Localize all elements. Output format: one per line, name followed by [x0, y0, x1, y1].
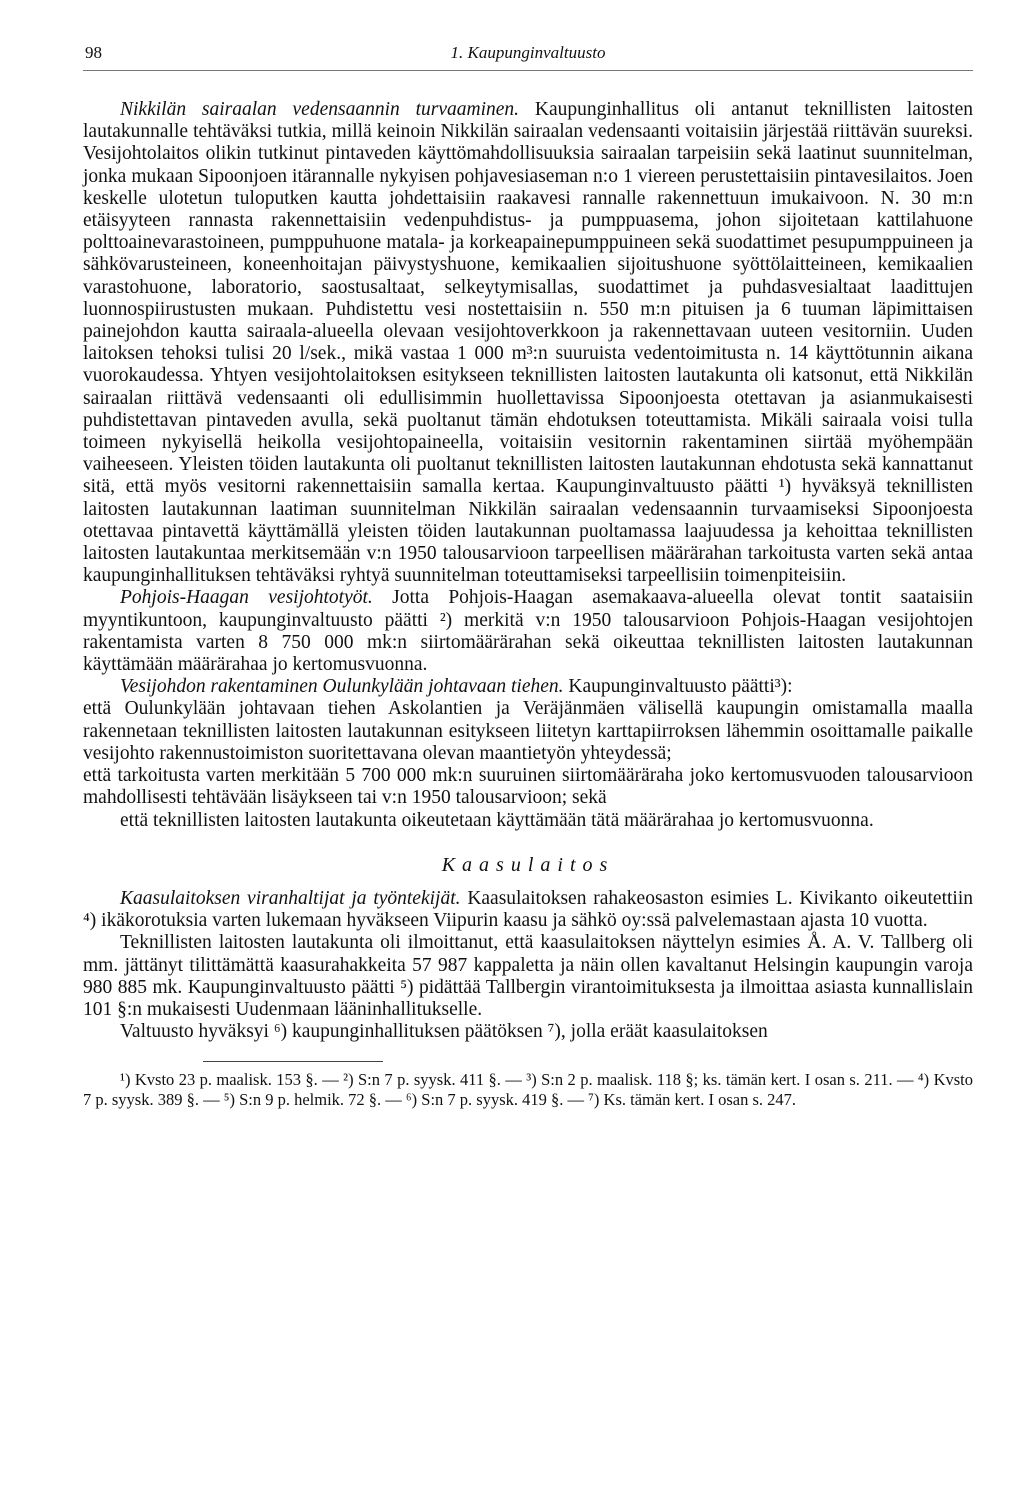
paragraph-heading: Kaasulaitoksen viranhaltijat ja työntekijät.: [120, 887, 461, 909]
body-text: [83, 99, 973, 1043]
page-header: [83, 0, 973, 71]
document-page: [83, 0, 973, 1110]
section-title: Kaasulaitos: [441, 853, 615, 876]
decision-item: että teknillisten laitosten lautakunta oikeutetaan käyttämään tätä määrärahaa jo kertomusvuonna.: [120, 809, 874, 831]
paragraph-heading: Nikkilän sairaalan vedensaannin turvaaminen.: [120, 99, 520, 120]
paragraph-text: Kaupunginhallitus oli antanut teknillisten laitosten lautakunnalle tehtäväksi tutkia, millä keinoin Nikkilän sairaalan vedensaanti voitaisiin järjestää riittävän suureksi. Vesijohtolaitos olikin tutkinut pintaveden käyttömahdollisuuksia sairaalan tarpeisiin sekä laatinut suunnitelman, jonka mukaan Sipoonjoen itärannalle nykyisen pohjavesiaseman n:o 1 viereen perustettaisiin pintavesilaitos. Joen keskelle ulotetun tuloputken kautta johdettaisiin raakavesi rannalle rakennettuun imukaivoon. N. 30 m:n etäisyyteen rannasta rakennettaisiin vedenpuhdistus- ja pumppuasema, johon sijoitetaan kattilahuone polttoainevarastoineen, pumppuhuone matala- ja korkeapainepumppuineen sekä suodattimet pesupumppuineen ja sähkövarusteineen, koneenhoitajan päivystyshuone, kemikaalien sijoitushuone syöttölaitteineen, kemikaalien varastohuone, laboratorio, saostusaltaat, selkeytymisallas, suodattimet ja puhdasvesialtaat laadittujen luonnospiirustusten mukaan. Puhdistettu vesi nostettaisiin n. 550 m:n pituisen ja 6 tuuman läpimittaisen painejohdon kautta sairaala-alueella olevaan vesijohtoverkkoon ja rakennettavaan uuteen vesitorniin. Uuden laitoksen tehoksi tulisi 20 l/sek., mikä vastaa 1 000 m³:n suuruista vedentoimitusta n. 14 käyttötunnin aikana vuorokaudessa. Yhtyen vesijohtolaitoksen esitykseen teknillisten laitosten lautakunta oli katsonut, että Nikkilän sairaalan riittävä vedensaanti oli edullisimmin huollettavissa Sipoonjoesta otettavan ja asianmukaisesti puhdistettavan pintaveden avulla, sekä puoltanut tämän ehdotuksen toteuttamista. Mikäli sairaala voisi tulla toimeen nykyisellä heikolla vesijohtopaineella, voitaisiin vesitornin rakentaminen siirtää myöhempään vaiheeseen. Yleisten töiden lautakunta oli puoltanut teknillisten laitosten lautakunnan ehdotusta sekä kannattanut sitä, että myös vesitorni rakennettaisiin samalla kertaa. Kaupunginvaltuusto päätti ¹) hyväksyä teknillisten laitosten lautakunnan laatiman suunnitelman Nikkilän sairaalan vedensaannin turvaamiseksi Sipoonjoesta otettavaa pintavettä käyttämällä yleisten töiden lautakunnan puoltamassa laajuudessa ja kehoittaa teknillisten laitosten lautakuntaa merkitsemään v:n 1950 talousarvioon tarpeellisen määrärahan tarkoitusta varten sekä antaa kaupunginhallituksen tehtäväksi ryhtyä suunnitelman toteuttamiseksi tarpeellisiin toimenpiteisiin.: [83, 99, 973, 587]
paragraph-heading: Pohjois-Haagan vesijohtotyöt.: [120, 587, 373, 609]
footnotes: [83, 1070, 973, 1110]
paragraph-kaasu-staff: [83, 888, 973, 932]
running-title: 1. Kaupunginvaltuusto: [450, 43, 606, 62]
paragraph-oulunkyla: [83, 676, 973, 698]
paragraph-text: Kaupunginvaltuusto päätti³):: [568, 676, 793, 698]
paragraph-nikkila: [83, 99, 973, 587]
paragraph-text: Kaasulaitoksen rahakeosaston esimies L. Kivikanto oikeutettiin ⁴) ikäkorotuksia varten lukemaan hyväkseen Viipurin kaasu ja sähkö oy:ssä palvelemastaan ajasta 10 vuotta.: [83, 887, 973, 932]
page-number: 98: [85, 43, 102, 62]
decision-item: että Oulunkylään johtavaan tiehen Askolantien ja Veräjänmäen välisellä kaupungin omistamalla maalla rakennetaan teknillisten laitosten lautakunnan esitykseen liitetyn karttapiirroksen lähemmin osoittamalle paikalle vesijohto rakennustoimiston suoritettavana olevan maantietyön yhteydessä;: [83, 698, 973, 764]
decision-item: että tarkoitusta varten merkitään 5 700 000 mk:n suuruinen siirtomääräraha joko kertomusvuoden talousarvioon mahdollisesti tehtävään lisäykseen tai v:n 1950 talousarvioon; sekä: [83, 765, 973, 809]
paragraph-valtuusto: Valtuusto hyväksyi ⁶) kaupunginhallituksen päätöksen ⁷), jolla eräät kaasulaitoksen: [120, 1021, 768, 1043]
paragraph-pohjois-haaga: [83, 587, 973, 676]
footnote-divider: [203, 1061, 383, 1062]
paragraph-heading: Vesijohdon rakentaminen Oulunkylään johtavaan tiehen.: [120, 676, 564, 698]
paragraph-tallberg: Teknillisten laitosten lautakunta oli ilmoittanut, että kaasulaitoksen näyttelyn esimies Å. A. V. Tallberg oli mm. jättänyt tilittämättä kaasurahakkeita 57 987 kappaletta ja näin ollen kavaltanut Helsingin kaupungin varoja 980 885 mk. Kaupunginvaltuusto päätti ⁵) pidättää Tallbergin virantoimituksesta ja ilmoittaa asiasta kunnallislain 101 §:n mukaisesti Uudenmaan lääninhallitukselle.: [83, 932, 973, 1020]
paragraph-text: Jotta Pohjois-Haagan asemakaava-alueella olevat tontit saataisiin myyntikuntoon, kaupunginvaltuusto päätti ²) merkitä v:n 1950 talousarvioon Pohjois-Haagan vesijohtojen rakentamista varten 8 750 000 mk:n siirtomäärärahan sekä oikeuttaa teknillisten laitosten lautakunnan käyttämään määrärahaa jo kertomusvuonna.: [83, 587, 974, 676]
footnote-text: ¹) Kvsto 23 p. maalisk. 153 §. — ²) S:n 7 p. syysk. 411 §. — ³) S:n 2 p. maalisk. 118 §; ks. tämän kert. I osan s. 211. — ⁴) Kvsto 7 p. syysk. 389 §. — ⁵) S:n 9 p. helmik. 72 §. — ⁶) S:n 7 p. syysk. 419 §. — ⁷) Ks. tämän kert. I osan s. 247.: [83, 1070, 973, 1110]
